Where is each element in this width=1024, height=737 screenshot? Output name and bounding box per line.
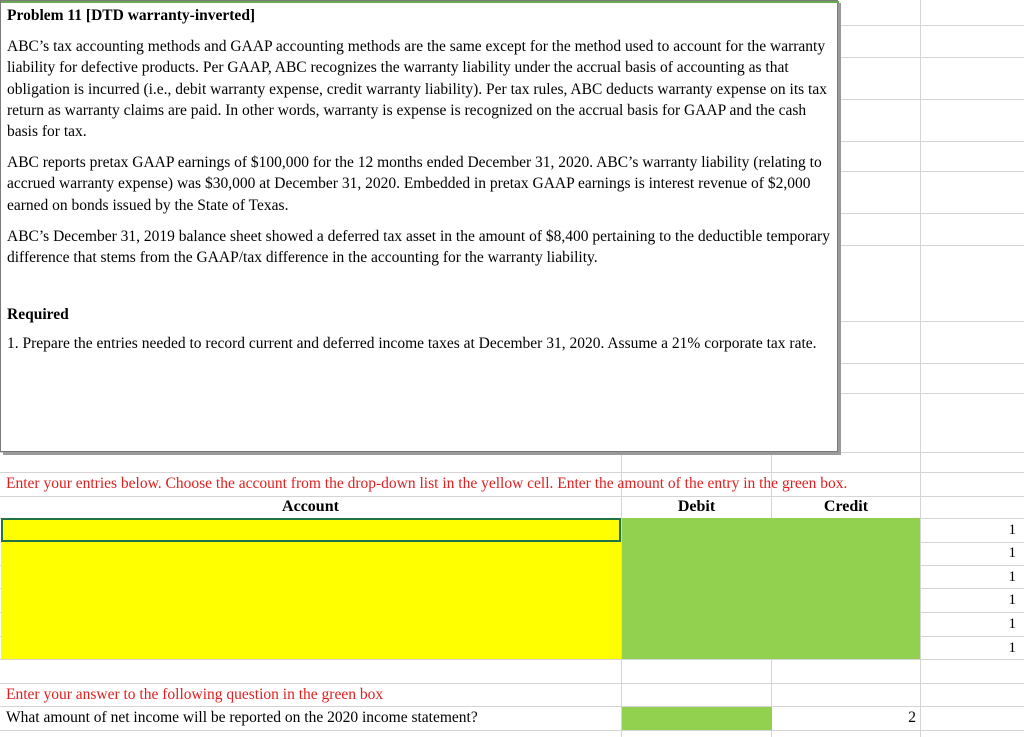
row-value: 1	[1008, 545, 1016, 561]
problem-title: Problem 11 [DTD warranty-inverted]	[7, 7, 256, 24]
gridline	[0, 659, 1024, 660]
credit-header: Credit	[823, 498, 869, 515]
row-value: 1	[1008, 522, 1016, 538]
problem-paragraph: ABC’s December 31, 2019 balance sheet showed a deferred tax asset in the amount of $8,400 pertaining to the deductible temporary difference that stems from the GAAP/tax difference in the accounting for the warranty liability.	[7, 227, 830, 267]
cell-selection-line	[1, 1, 839, 3]
gridline	[0, 496, 1024, 497]
problem-paragraph: ABC’s tax accounting methods and GAAP accounting methods are the same except for the method used to account for the warranty liability for defective products. Per GAAP, ABC recognizes the warranty liability under the accrual basis of accounting as that obligation is incurred (i.e., debit warranty expense, credit warranty liability). Per tax rules, ABC deducts warranty expense on its tax return as warranty claims are paid. In other words, warranty is expense is recognized on the accrual basis for GAAP and the cash basis for tax.	[7, 38, 827, 141]
amount-cells[interactable]	[622, 518, 920, 659]
required-heading: Required	[7, 306, 69, 324]
problem-paragraph: ABC reports pretax GAAP earnings of $100,000 for the 12 months ended December 31, 2020. ABC’s warranty liability (relating to accrued warranty expense) was $30,000 at December 31, 2020. Embedded in pretax GAAP earnings is interest revenue of $2,000 earned on bonds issued by the State of Texas.	[7, 154, 822, 214]
debit-header: Debit	[677, 498, 716, 515]
required-text: 1. Prepare the entries needed to record current and deferred income taxes at December 31, 2020. Assume a 21% corporate tax rate.	[7, 335, 817, 353]
entries-instruction: Enter your entries below. Choose the account from the drop-down list in the yellow cell. Enter the amount of the entry in the green box.	[6, 475, 848, 492]
net-income-answer-cell[interactable]	[622, 707, 772, 730]
question-text: What amount of net income will be reported on the 2020 income statement?	[6, 709, 478, 726]
gridline	[920, 0, 921, 737]
gridline	[0, 683, 1024, 684]
account-dropdown-cell[interactable]	[1, 518, 621, 542]
row-value: 1	[1008, 616, 1016, 632]
question-instruction: Enter your answer to the following question in the green box	[6, 686, 384, 703]
gridline	[0, 706, 1024, 707]
account-header: Account	[282, 498, 339, 515]
row-value: 1	[1008, 592, 1016, 608]
gridline	[0, 472, 1024, 473]
question-row-value: 2	[908, 709, 916, 726]
gridline	[0, 730, 1024, 731]
gridline	[0, 452, 1024, 453]
row-value: 1	[1008, 569, 1016, 585]
row-value: 1	[1008, 640, 1016, 656]
